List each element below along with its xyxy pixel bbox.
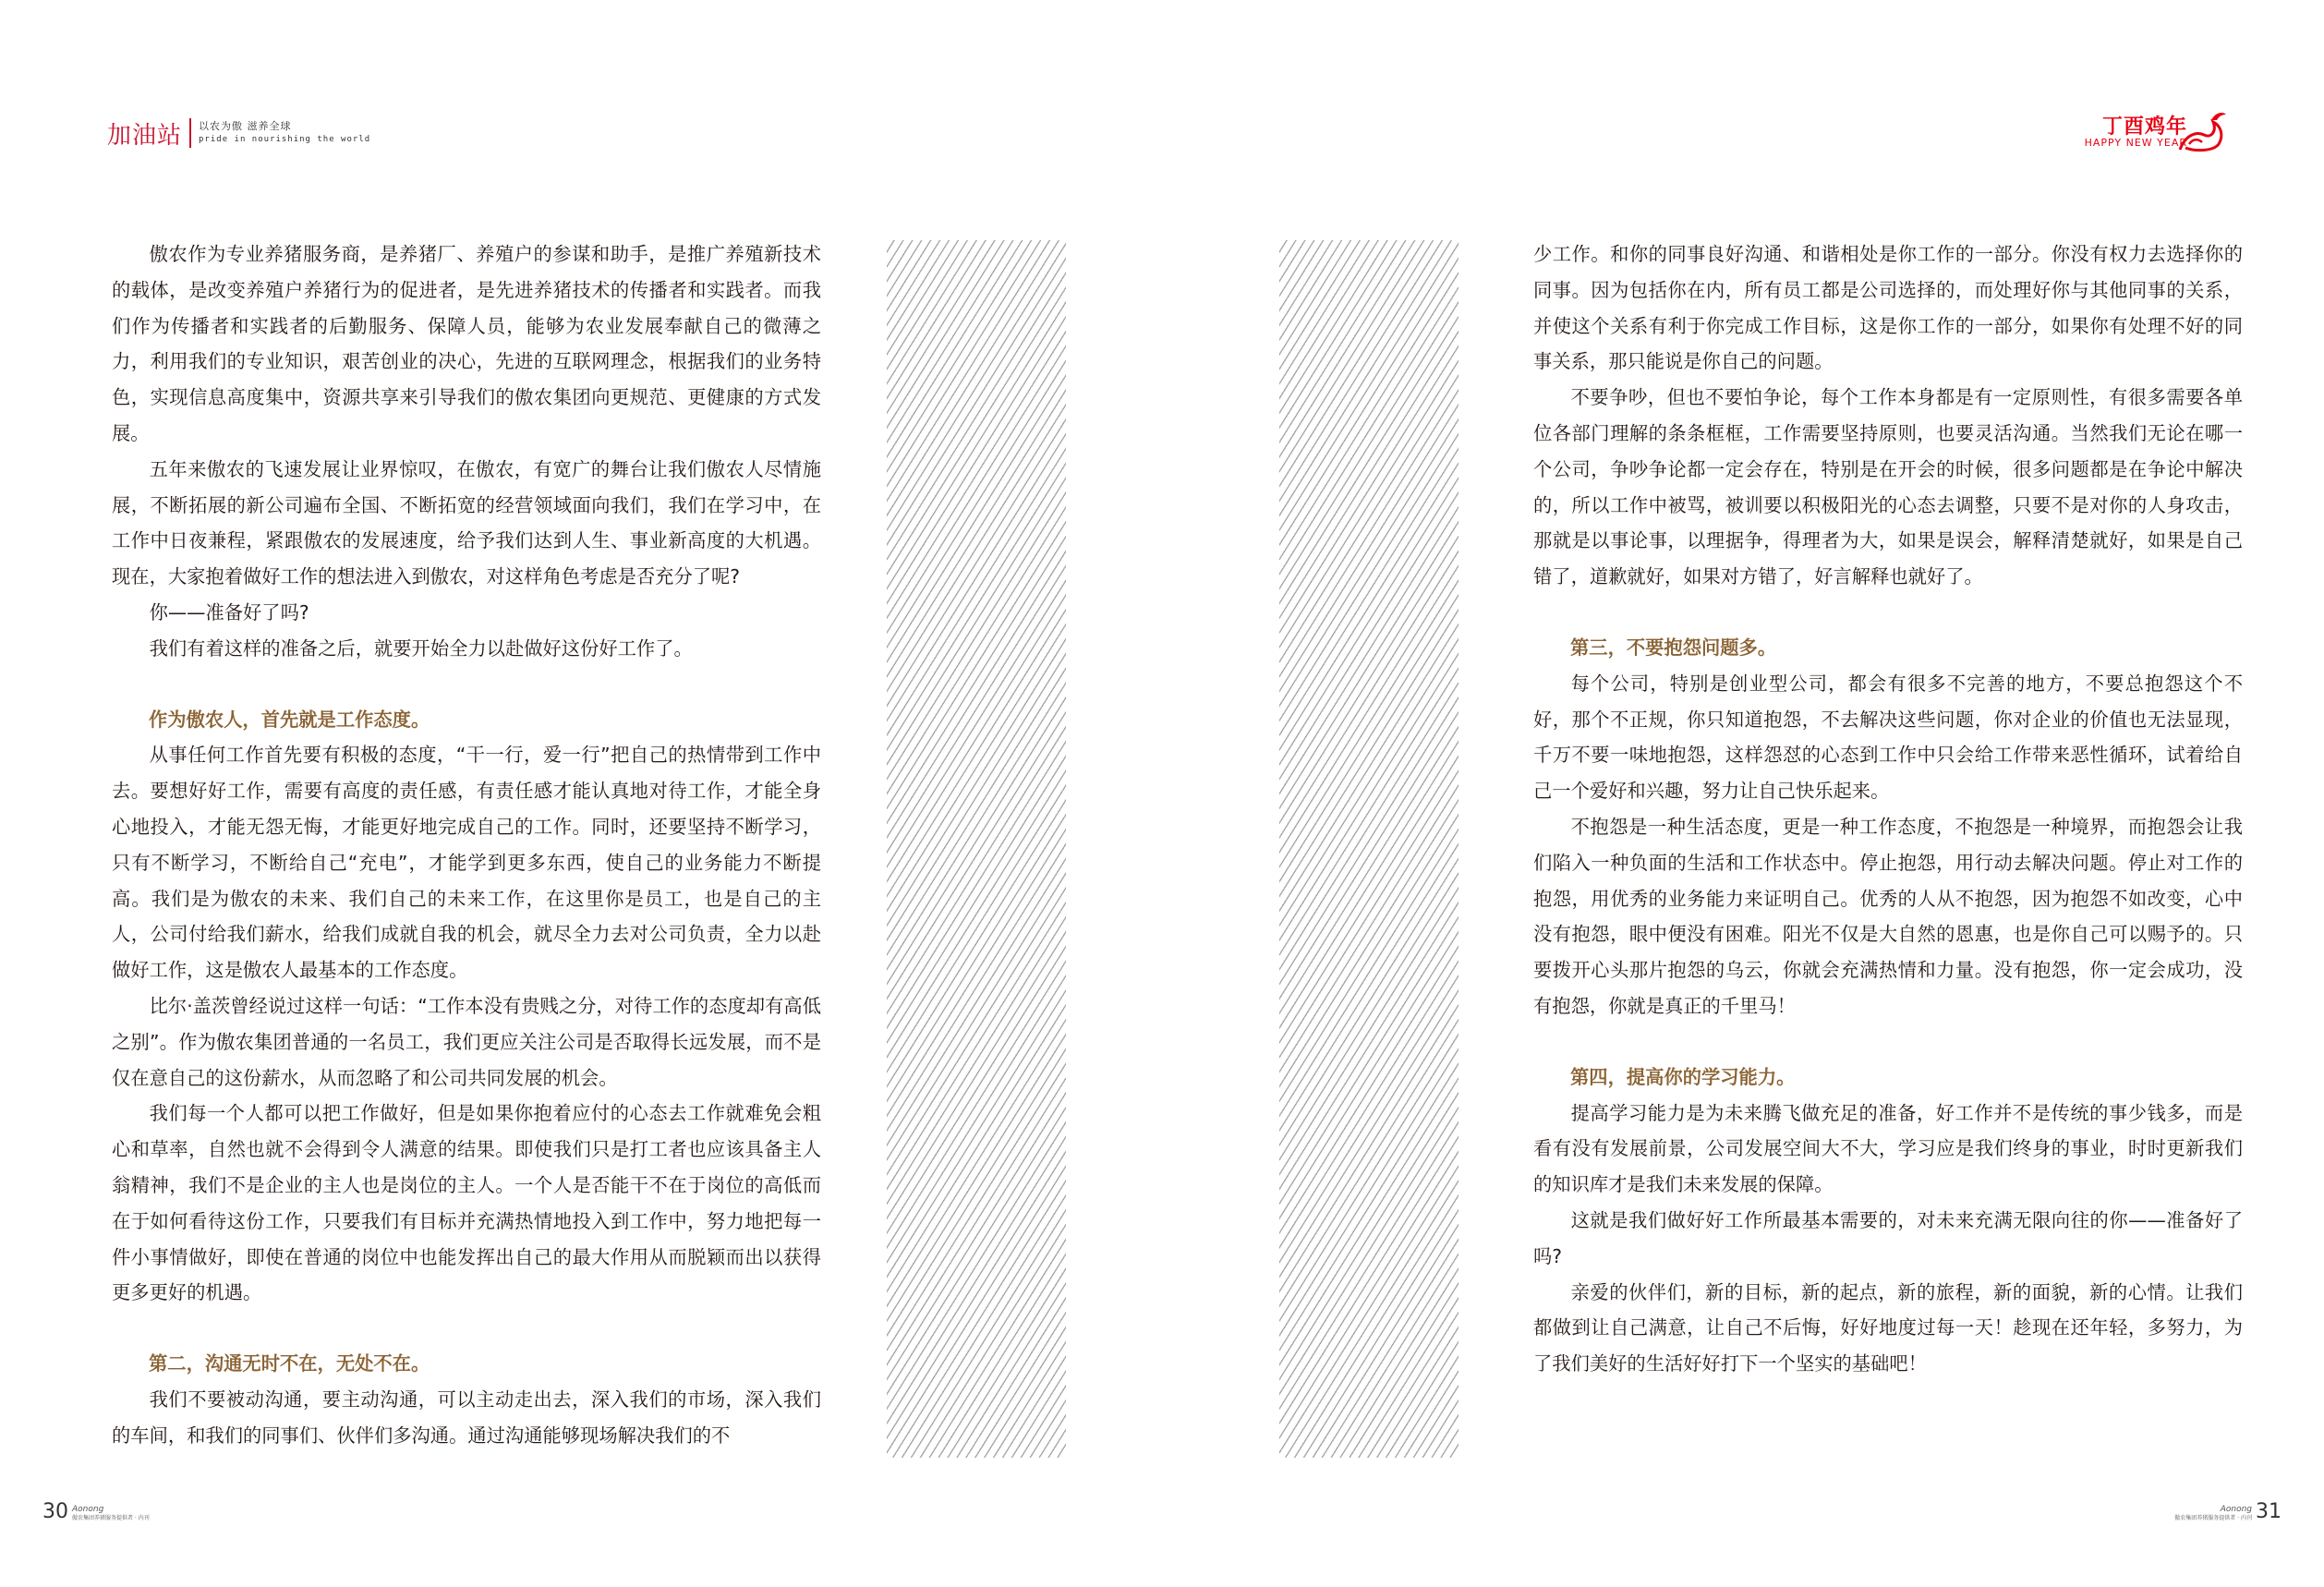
paragraph: 五年来傲农的飞速发展让业界惊叹，在傲农，有宽广的舞台让我们傲农人尽情施展，不断拓展的新公司遍布全国、不断拓宽的经营领域面向我们，我们在学习中，在工作中日夜兼程，紧跟傲农的发展速度，给予我们达到人生、事业新高度的大机遇。现在，大家抱着做好工作的想法进入到傲农，对这样角色考虑是否充分了呢? [112,457,821,588]
paragraph: 提高学习能力是为未来腾飞做充足的准备，好工作并不是传统的事少钱多，而是看有没有发展前景，公司发展空间大不大，学习应是我们终身的事业，时时更新我们的知识库才是我们未来发展的保障。 [1533,1101,2243,1196]
paragraph: 比尔·盖茨曾经说过这样一句话：“工作本没有贵贱之分，对待工作的态度却有高低之别”。作为傲农集团普通的一名员工，我们更应关注公司是否取得长远发展，而不是仅在意自己的这份薪水，从而忽略了和公司共同发展的机会。 [112,994,821,1089]
section-heading: 第二，沟通无时不在，无处不在。 [149,1352,430,1375]
new-year-title: 丁酉鸡年 [2101,115,2187,139]
paragraph: 每个公司，特别是创业型公司，都会有很多不完善的地方，不要总抱怨这个不好，那个不正规，你只知道抱怨，不去解决这些问题，你对企业的价值也无法显现，千万不要一味地抱怨，这样怨怼的心态到工作中只会给工作带来恶性循环，试着给自己一个爱好和兴趣，努力让自己快乐起来。 [1533,672,2243,803]
header-left [107,115,370,151]
footer-brand-right [2174,1506,2252,1522]
brand-slogan: 傲农集团养猪服务提供者 · 内刊 [72,1515,150,1521]
paragraph: 从事任何工作首先要有积极的态度，“干一行，爱一行”把自己的热情带到工作中去。要想好好工作，需要有高度的责任感，有责任感才能认真地对待工作，才能全身心地投入，才能无怨无悔，才能更好地完成自己的工作。同时，还要坚持不断学习，只有不断学习，不断给自己“充电”，才能学到更多东西，使自己的业务能力不断提高。我们是为傲农的未来、我们自己的未来工作，在这里你是员工，也是自己的主人，公司付给我们薪水，给我们成就自我的机会，就尽全力去对公司负责，全力以赴做好工作，这是傲农人最基本的工作态度。 [112,744,821,982]
section-heading: 第三，不要抱怨问题多。 [1570,636,1777,659]
left-text-column [112,236,821,1454]
brand-name: Aonong [72,1505,104,1514]
paragraph: 少工作。和你的同事良好沟通、和谐相处是你工作的一部分。你没有权力去选择你的同事。因为包括你在内，所有员工都是公司选择的，而处理好你与其他同事的关系，并使这个关系有利于你完成工作目标，这是你工作的一部分，如果你有处理不好的同事关系，那只能说是你自己的问题。 [1533,243,2243,373]
header-divider [189,118,191,148]
header-slogan [199,120,370,146]
section-title: 加油站 [107,121,183,150]
paragraph: 我们不要被动沟通，要主动沟通，可以主动走出去，深入我们的市场，深入我们的车间，和我们的同事们、伙伴们多沟通。通过沟通能够现场解决我们的不 [112,1387,821,1447]
paragraph: 不抱怨是一种生活态度，更是一种工作态度，不抱怨是一种境界，而抱怨会让我们陷入一种负面的生活和工作状态中。停止抱怨，用行动去解决问题。停止对工作的抱怨，用优秀的业务能力来证明自己。优秀的人从不抱怨，因为抱怨不如改变，心中没有抱怨，眼中便没有困难。阳光不仅是大自然的恩惠，也是你自己可以赐予的。只要拨开心头那片抱怨的乌云，你就会充满热情和力量。没有抱怨，你一定会成功，没有抱怨，你就是真正的千里马！ [1533,815,2243,1017]
page-number-right: 31 [2256,1500,2282,1523]
new-year-subtitle: HAPPY NEW YEAR [2084,137,2187,149]
slogan-cn: 以农为傲 滋养全球 [199,120,292,132]
paragraph: 傲农作为专业养猪服务商，是养猪厂、养殖户的参谋和助手，是推广养殖新技术的载体，是改变养殖户养猪行为的促进者，是先进养猪技术的传播者和实践者。而我们作为传播者和实践者的后勤服务、保障人员，能够为农业发展奉献自己的微薄之力，利用我们的专业知识，艰苦创业的决心，先进的互联网理念，根据我们的业务特色，实现信息高度集中，资源共享来引导我们的傲农集团向更规范、更健康的方式发展。 [112,243,821,444]
section-heading: 作为傲农人，首先就是工作态度。 [149,708,430,731]
hatch-pattern-right [1279,240,1459,1458]
paragraph: 不要争吵，但也不要怕争论，每个工作本身都是有一定原则性，有很多需要各单位各部门理解的条条框框，工作需要坚持原则，也要灵活沟通。当然我们无论在哪一个公司，争吵争论都一定会存在，特别是在开会的时候，很多问题都是在争论中解决的，所以工作中被骂，被训要以积极阳光的心态去调整，只要不是对你的人身攻击，那就是以事论事，以理据争，得理者为大，如果是误会，解释清楚就好，如果是自己错了，道歉就好，如果对方错了，好言解释也就好了。 [1533,386,2243,588]
footer-right [2171,1502,2282,1522]
header-right-logo [2056,107,2232,153]
paragraph: 这就是我们做好好工作所最基本需要的，对未来充满无限向往的你——准备好了吗? [1533,1208,2243,1267]
hatch-pattern-left [887,240,1066,1458]
rooster-icon [2176,107,2232,153]
slogan-en: pride in nourishing the world [199,135,371,144]
paragraph: 我们每一个人都可以把工作做好，但是如果你抱着应付的心态去工作就难免会粗心和草率，自然也就不会得到令人满意的结果。即使我们只是打工者也应该具备主人翁精神，我们不是企业的主人也是岗位的主人。一个人是否能干不在于岗位的高低而在于如何看待这份工作，只要我们有目标并充满热情地投入到工作中，努力地把每一件小事情做好，即使在普通的岗位中也能发挥出自己的最大作用从而脱颖而出以获得更多更好的机遇。 [112,1102,821,1304]
footer-left [42,1502,153,1522]
paragraph: 你——准备好了吗? [149,600,309,624]
paragraph: 我们有着这样的准备之后，就要开始全力以赴做好这份好工作了。 [149,636,693,660]
section-heading: 第四，提高你的学习能力。 [1570,1065,1796,1088]
page-number-left: 30 [42,1500,68,1523]
footer-brand-left [72,1506,150,1522]
right-text-column [1533,236,2243,1382]
brand-name: Aonong [2220,1505,2252,1514]
brand-slogan: 傲农集团养猪服务提供者 · 内刊 [2174,1515,2252,1521]
paragraph: 亲爱的伙伴们，新的目标，新的起点，新的旅程，新的面貌，新的心情。让我们都做到让自己满意，让自己不后悔，好好地度过每一天！趁现在还年轻，多努力，为了我们美好的生活好好打下一个坚实的基础吧！ [1533,1280,2243,1375]
